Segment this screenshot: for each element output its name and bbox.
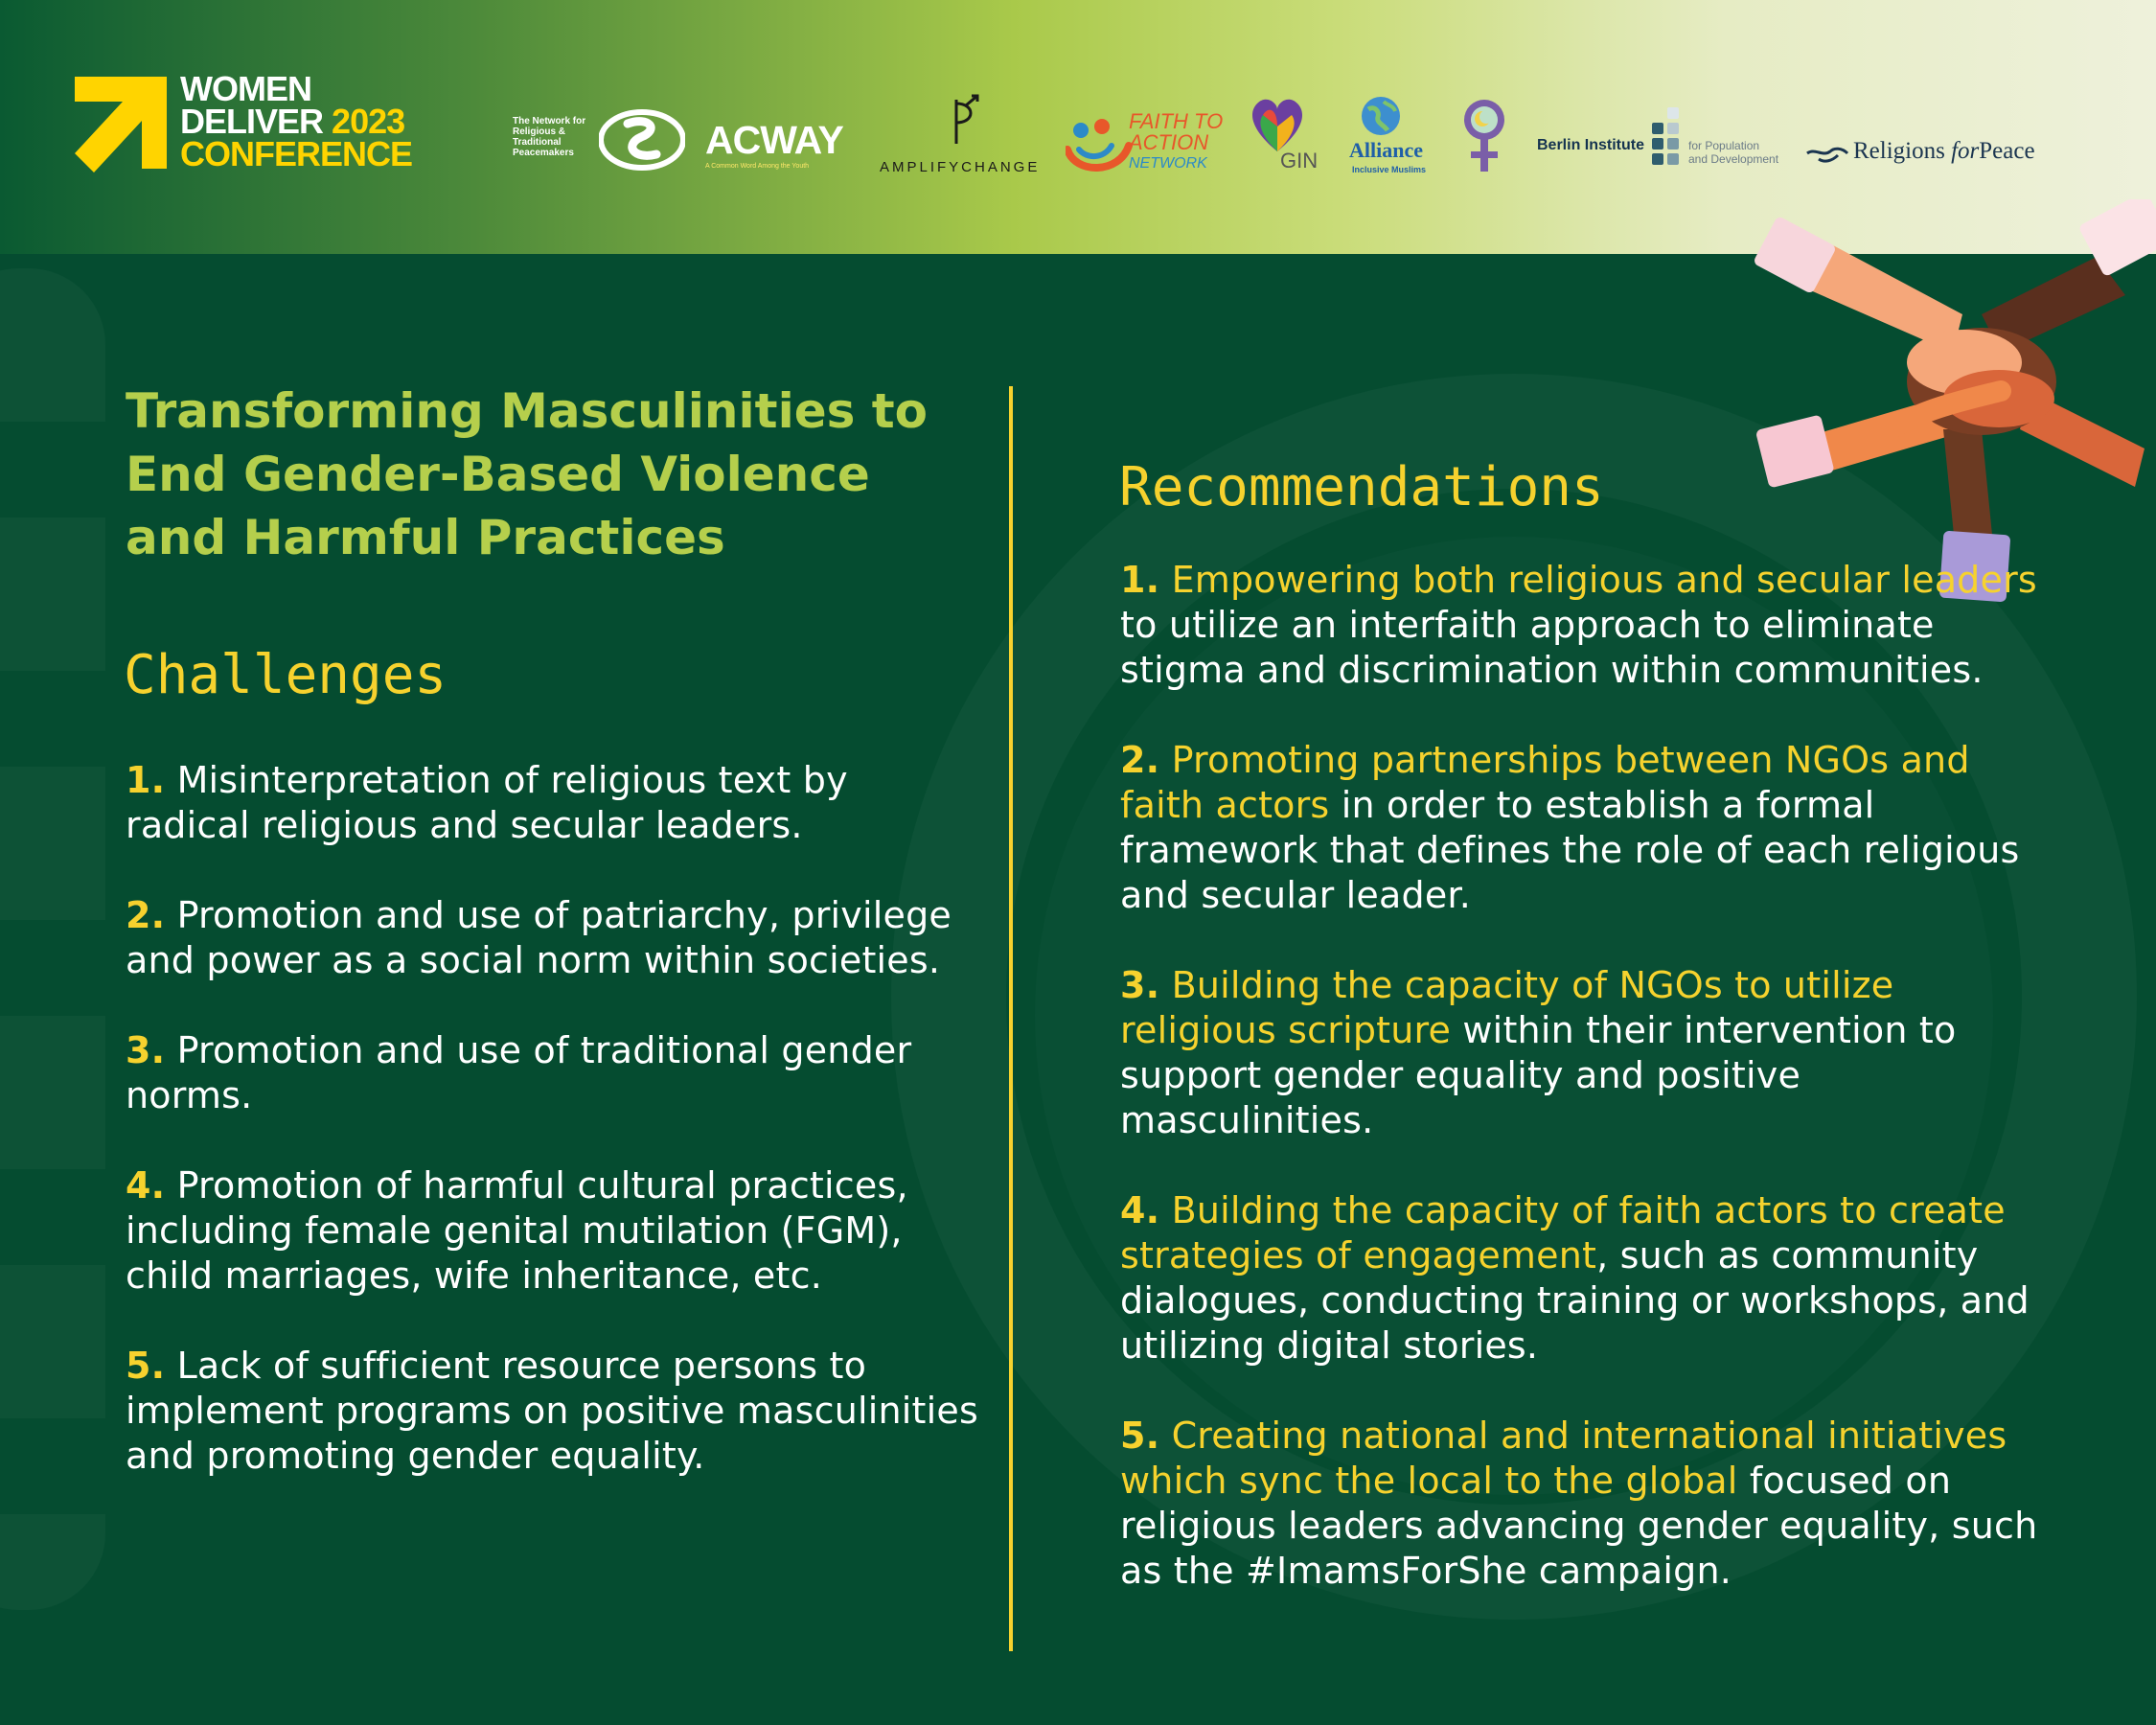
women-deliver-wordmark: [180, 69, 413, 173]
challenge-item: [126, 1028, 978, 1118]
recommendation-item: [1120, 1188, 2040, 1368]
item-highlight: Promoting partnerships between NGOs and faith actors: [1120, 739, 1970, 826]
item-text: within their intervention to support gender equality and positive masculinities.: [1120, 1009, 1957, 1141]
women-deliver-logo: [75, 69, 487, 183]
berlin-tagline-line-1: for Population: [1688, 139, 1760, 152]
faith-line-2: ACTION: [1129, 130, 1209, 154]
rfp-word-for: for: [1951, 138, 1980, 164]
acway-tagline: A Common Word Among the Youth: [705, 163, 810, 170]
network-eye-icon: [599, 108, 685, 172]
rfp-word-religions: Religions: [1853, 138, 1945, 164]
logo-line-women: WOMEN: [180, 69, 311, 108]
berlin-institute-tagline: [1688, 139, 1778, 166]
logo-year: 2023: [332, 102, 405, 141]
faith-line-1: FAITH TO: [1129, 109, 1224, 133]
berlin-tagline-line-2: and Development: [1688, 152, 1779, 166]
item-number: 5.: [1120, 1414, 1160, 1457]
item-number: 2.: [126, 894, 166, 936]
religions-for-peace-logo: [1853, 138, 2035, 165]
item-text: Misinterpretation of religious text by radical religious and secular leaders.: [126, 759, 848, 846]
berlin-grid-icon: [1652, 105, 1686, 172]
faith-to-action-icon: [1066, 117, 1133, 174]
acway-logo: ACWAY: [705, 118, 843, 162]
recommendation-item: [1120, 738, 2040, 918]
alliance-globe-icon: [1359, 94, 1403, 138]
item-text: to utilize an interfaith approach to eliminate stigma and discrimination within communities.: [1120, 604, 1984, 691]
network-peacemakers-text: The Network for Religious & Traditional Peacemakers: [513, 116, 586, 158]
page-title: Transforming Masculinities to End Gender-Based Violence and Harmful Practices: [126, 383, 929, 565]
item-highlight: Creating national and international initiatives which sync the local to the global: [1120, 1414, 2007, 1502]
gin-heart-icon: [1248, 92, 1307, 155]
item-text: Promotion and use of patriarchy, privilege and power as a social norm within societies.: [126, 894, 952, 981]
faith-line-3: NETWORK: [1129, 155, 1207, 172]
stacked-hands-illustration: [1742, 199, 2156, 611]
dove-icon: [1805, 144, 1849, 165]
recommendation-item: [1120, 558, 2040, 693]
berlin-institute-logo: Berlin Institute: [1537, 137, 1645, 153]
challenge-item: [126, 1344, 978, 1479]
item-number: 2.: [1120, 739, 1160, 781]
logo-line-conference: CONFERENCE: [180, 134, 413, 173]
item-number: 3.: [126, 1029, 166, 1071]
venus-crescent-icon: [1460, 96, 1508, 178]
challenge-item: [126, 758, 978, 848]
recommendation-item: [1120, 963, 2040, 1143]
item-highlight: Empowering both religious and secular leaders: [1171, 559, 2037, 601]
logo-deliver: DELIVER: [180, 102, 324, 141]
item-text: Lack of sufficient resource persons to implement programs on positive masculinities and promoting gender equality.: [126, 1345, 978, 1477]
gin-logo: GIN: [1280, 149, 1319, 172]
challenge-item: [126, 1163, 978, 1299]
item-number: 5.: [126, 1345, 166, 1387]
item-number: 1.: [1120, 559, 1160, 601]
faith-to-action-logo: [1129, 111, 1223, 174]
item-number: 3.: [1120, 964, 1160, 1006]
challenges-list: [126, 758, 978, 1479]
item-text: Promotion and use of traditional gender norms.: [126, 1029, 912, 1116]
alliance-tagline: Inclusive Muslims: [1352, 165, 1427, 174]
item-text: focused on religious leaders advancing gender equality, such as the #ImamsForShe campaign.: [1120, 1460, 2038, 1592]
challenge-item: [126, 893, 978, 983]
item-number: 4.: [126, 1164, 166, 1207]
item-text: in order to establish a formal framework that defines the role of each religious and secular leader.: [1120, 784, 2020, 916]
logo-line-deliver: [180, 102, 412, 141]
item-number: 4.: [1120, 1189, 1160, 1231]
item-number: 1.: [126, 759, 166, 801]
column-divider: [1009, 386, 1013, 1651]
alliance-logo: Alliance: [1349, 138, 1423, 162]
rfp-word-peace: Peace: [1979, 138, 2035, 164]
challenges-heading: Challenges: [124, 644, 447, 706]
arrow-icon: [75, 77, 171, 176]
recommendation-item: [1120, 1414, 2040, 1594]
item-highlight: Building the capacity of faith actors to create strategies of engagement: [1120, 1189, 2006, 1276]
item-highlight: Building the capacity of NGOs to utilize religious scripture: [1120, 964, 1894, 1051]
recommendations-list: [1120, 558, 2040, 1594]
item-text: Promotion of harmful cultural practices, including female genital mutilation (FGM), child marriages, wife inheritance, etc.: [126, 1164, 908, 1297]
amplify-change-icon: [949, 94, 983, 150]
item-text: , such as community dialogues, conducting training or workshops, and utilizing digital stories.: [1120, 1234, 2030, 1367]
recommendations-heading: Recommendations: [1119, 456, 1604, 518]
watermark-left-shapes: [0, 268, 105, 1610]
amplify-change-logo: AMPLIFYCHANGE: [880, 159, 1041, 175]
